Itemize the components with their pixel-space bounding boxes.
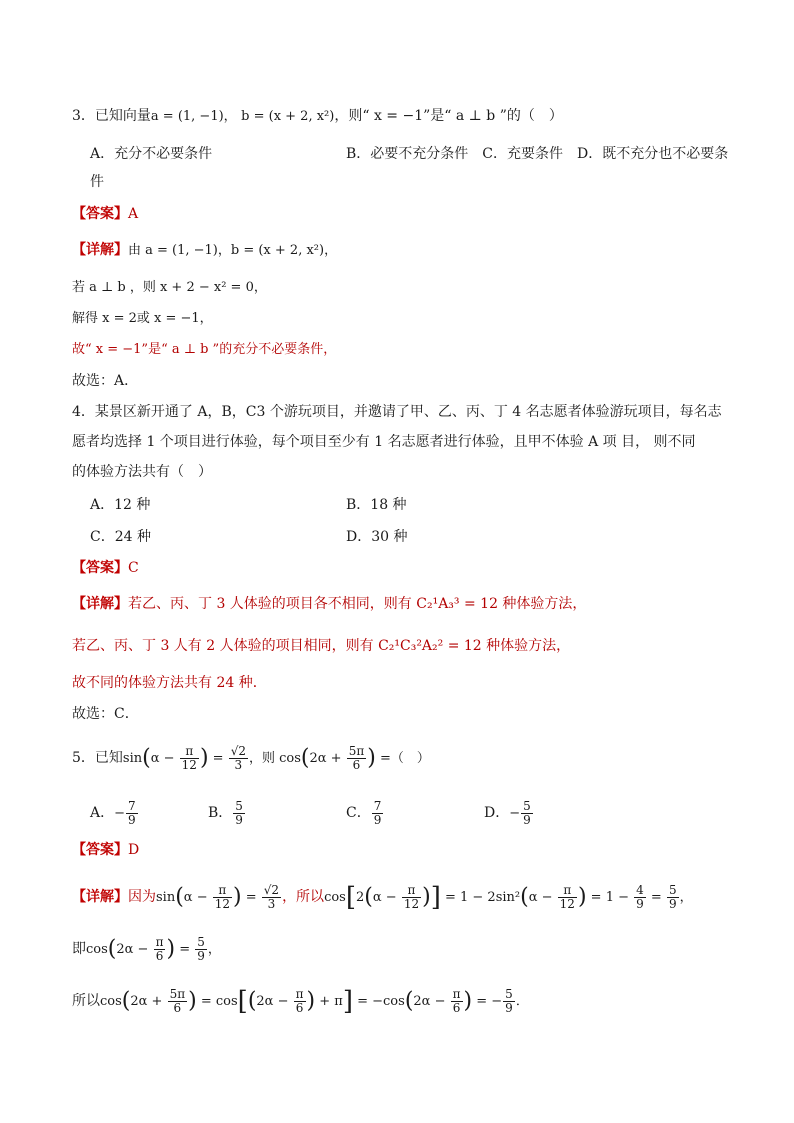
q3-detail-3: 解得 x = 2或 x = −1， <box>72 311 213 326</box>
q5-detail-expr-3: cos(2α − $\frac{\pi}{6}$ ) = $\frac{5}{9}$ ， <box>86 935 221 963</box>
q3-detail-1 <box>72 240 337 261</box>
q5-answer <box>72 840 139 860</box>
q4-stem-line1: 4．某景区新开通了 A，B，C3 个游玩项目，并邀请了甲、乙、丙、丁 4 名志愿者体验游玩项目，每名志 <box>72 404 722 420</box>
answer-label: 【答案】 <box>72 560 128 576</box>
q4-stem-line2: 愿者均选择 1 个项目进行体验，每个项目至少有 1 名志愿者进行体验，且甲不体验 A 项 目， 则不同 <box>72 434 696 450</box>
q3-detail-2: 若 a ⊥ b ，则 x + 2 − x² = 0， <box>72 280 267 295</box>
q4-choose: 故选：C． <box>72 706 139 722</box>
detail-label: 【详解】 <box>72 889 128 905</box>
q4-detail-1 <box>72 594 586 614</box>
q5-option-c-label: C． <box>346 805 371 821</box>
q3-detail-4: 故“ x = −1”是“ a ⊥ b ”的充分不必要条件， <box>72 342 337 357</box>
q5-detail-expr-4: cos(2α + $\frac{5\pi}{6}$ ) = cos[(2α − $\frac{\pi}{6}$ ) + π] = −cos(2α − $\frac{\pi}{6}$ ) = − $\frac{5}{9}$ ． <box>100 986 529 1017</box>
q4-detail-text-1: 若乙、丙、丁 3 人体验的项目各不相同，则有 C₂¹A₃³ = 12 种体验方法， <box>128 596 587 612</box>
q3-choose: 故选：A． <box>72 373 139 389</box>
q5-detail-2 <box>72 936 221 963</box>
answer-label: 【答案】 <box>72 206 128 222</box>
q5-option-a: A．− $\frac{7}{9}$ <box>90 799 136 827</box>
q5-detail-expr-2: cos[2(α − $\frac{\pi}{12}$ )] = 1 − 2sin²(α − $\frac{\pi}{12}$ ) = 1 − $\frac{4}{9}$ = $\frac{5}{9}$ ， <box>324 882 693 913</box>
q5-stem <box>72 745 430 772</box>
q3-stem-prefix: 3．已知向量 <box>72 108 151 124</box>
q5-option-c: C． $\frac{7}{9}$ <box>346 799 382 827</box>
q4-option-a: A．12 种 <box>90 497 151 513</box>
q5-option-d: D．− $\frac{5}{9}$ <box>484 799 531 827</box>
q3-option-a: A．充分不必要条件 <box>90 146 213 162</box>
q4-answer <box>72 558 139 578</box>
answer-value: C <box>128 560 139 576</box>
q5-detail-therefore: 所以 <box>72 993 100 1009</box>
q5-detail-so: ，所以 <box>282 889 325 905</box>
q3-vector-a: a = (1, −1)， <box>150 109 237 124</box>
answer-label: 【答案】 <box>72 842 128 858</box>
q4-stem-line3: 的体验方法共有（ ） <box>72 464 212 480</box>
q3-detail-text-1: 由 a = (1, −1)，b = (x + 2, x²)， <box>128 243 338 258</box>
q5-option-d-label: D． <box>484 805 510 821</box>
q3-option-wrap: 件 <box>90 174 104 190</box>
q4-option-d: D．30 种 <box>346 529 408 545</box>
detail-label: 【详解】 <box>72 242 128 258</box>
q5-detail-because: 因为 <box>128 889 156 905</box>
answer-value: D <box>128 842 140 858</box>
q3-option-bcd: B．必要不充分条件 C．充要条件 D．既不充分也不必要条 <box>346 146 729 162</box>
q4-option-c: C．24 种 <box>90 529 151 545</box>
q5-sin-expr: sin(α − $\frac{\pi}{12}$ ) = $\frac{√2}{3}$ ，则 cos(2α + $\frac{5\pi}{6}$ ) =（ ） <box>122 744 430 772</box>
q5-stem-prefix: 5．已知 <box>72 750 123 766</box>
q5-detail-3 <box>72 988 529 1015</box>
detail-label: 【详解】 <box>72 596 128 612</box>
q3-vector-b: b = (x + 2, x²) <box>241 109 335 124</box>
q5-detail-ie: 即 <box>72 941 86 957</box>
q5-option-b-label: B． <box>208 805 233 821</box>
q5-option-a-label: A． <box>90 805 115 821</box>
q4-detail-2: 若乙、丙、丁 3 人有 2 人体验的项目相同，则有 C₂¹C₃²A₂² = 12 种体验方法， <box>72 638 571 654</box>
q4-option-b: B．18 种 <box>346 497 407 513</box>
q3-stem-suffix: ，则“ x = −1”是“ a ⊥ b ”的（ ） <box>334 108 563 124</box>
answer-value: A <box>128 206 139 222</box>
q5-option-b: B． $\frac{5}{9}$ <box>208 799 243 827</box>
q5-detail-1 <box>72 884 693 911</box>
q3-stem <box>72 106 563 127</box>
q5-detail-expr-1: sin(α − $\frac{\pi}{12}$ ) = $\frac{√2}{3}$ <box>156 883 280 911</box>
q3-answer <box>72 204 138 224</box>
q4-detail-3: 故不同的体验方法共有 24 种． <box>72 675 267 691</box>
